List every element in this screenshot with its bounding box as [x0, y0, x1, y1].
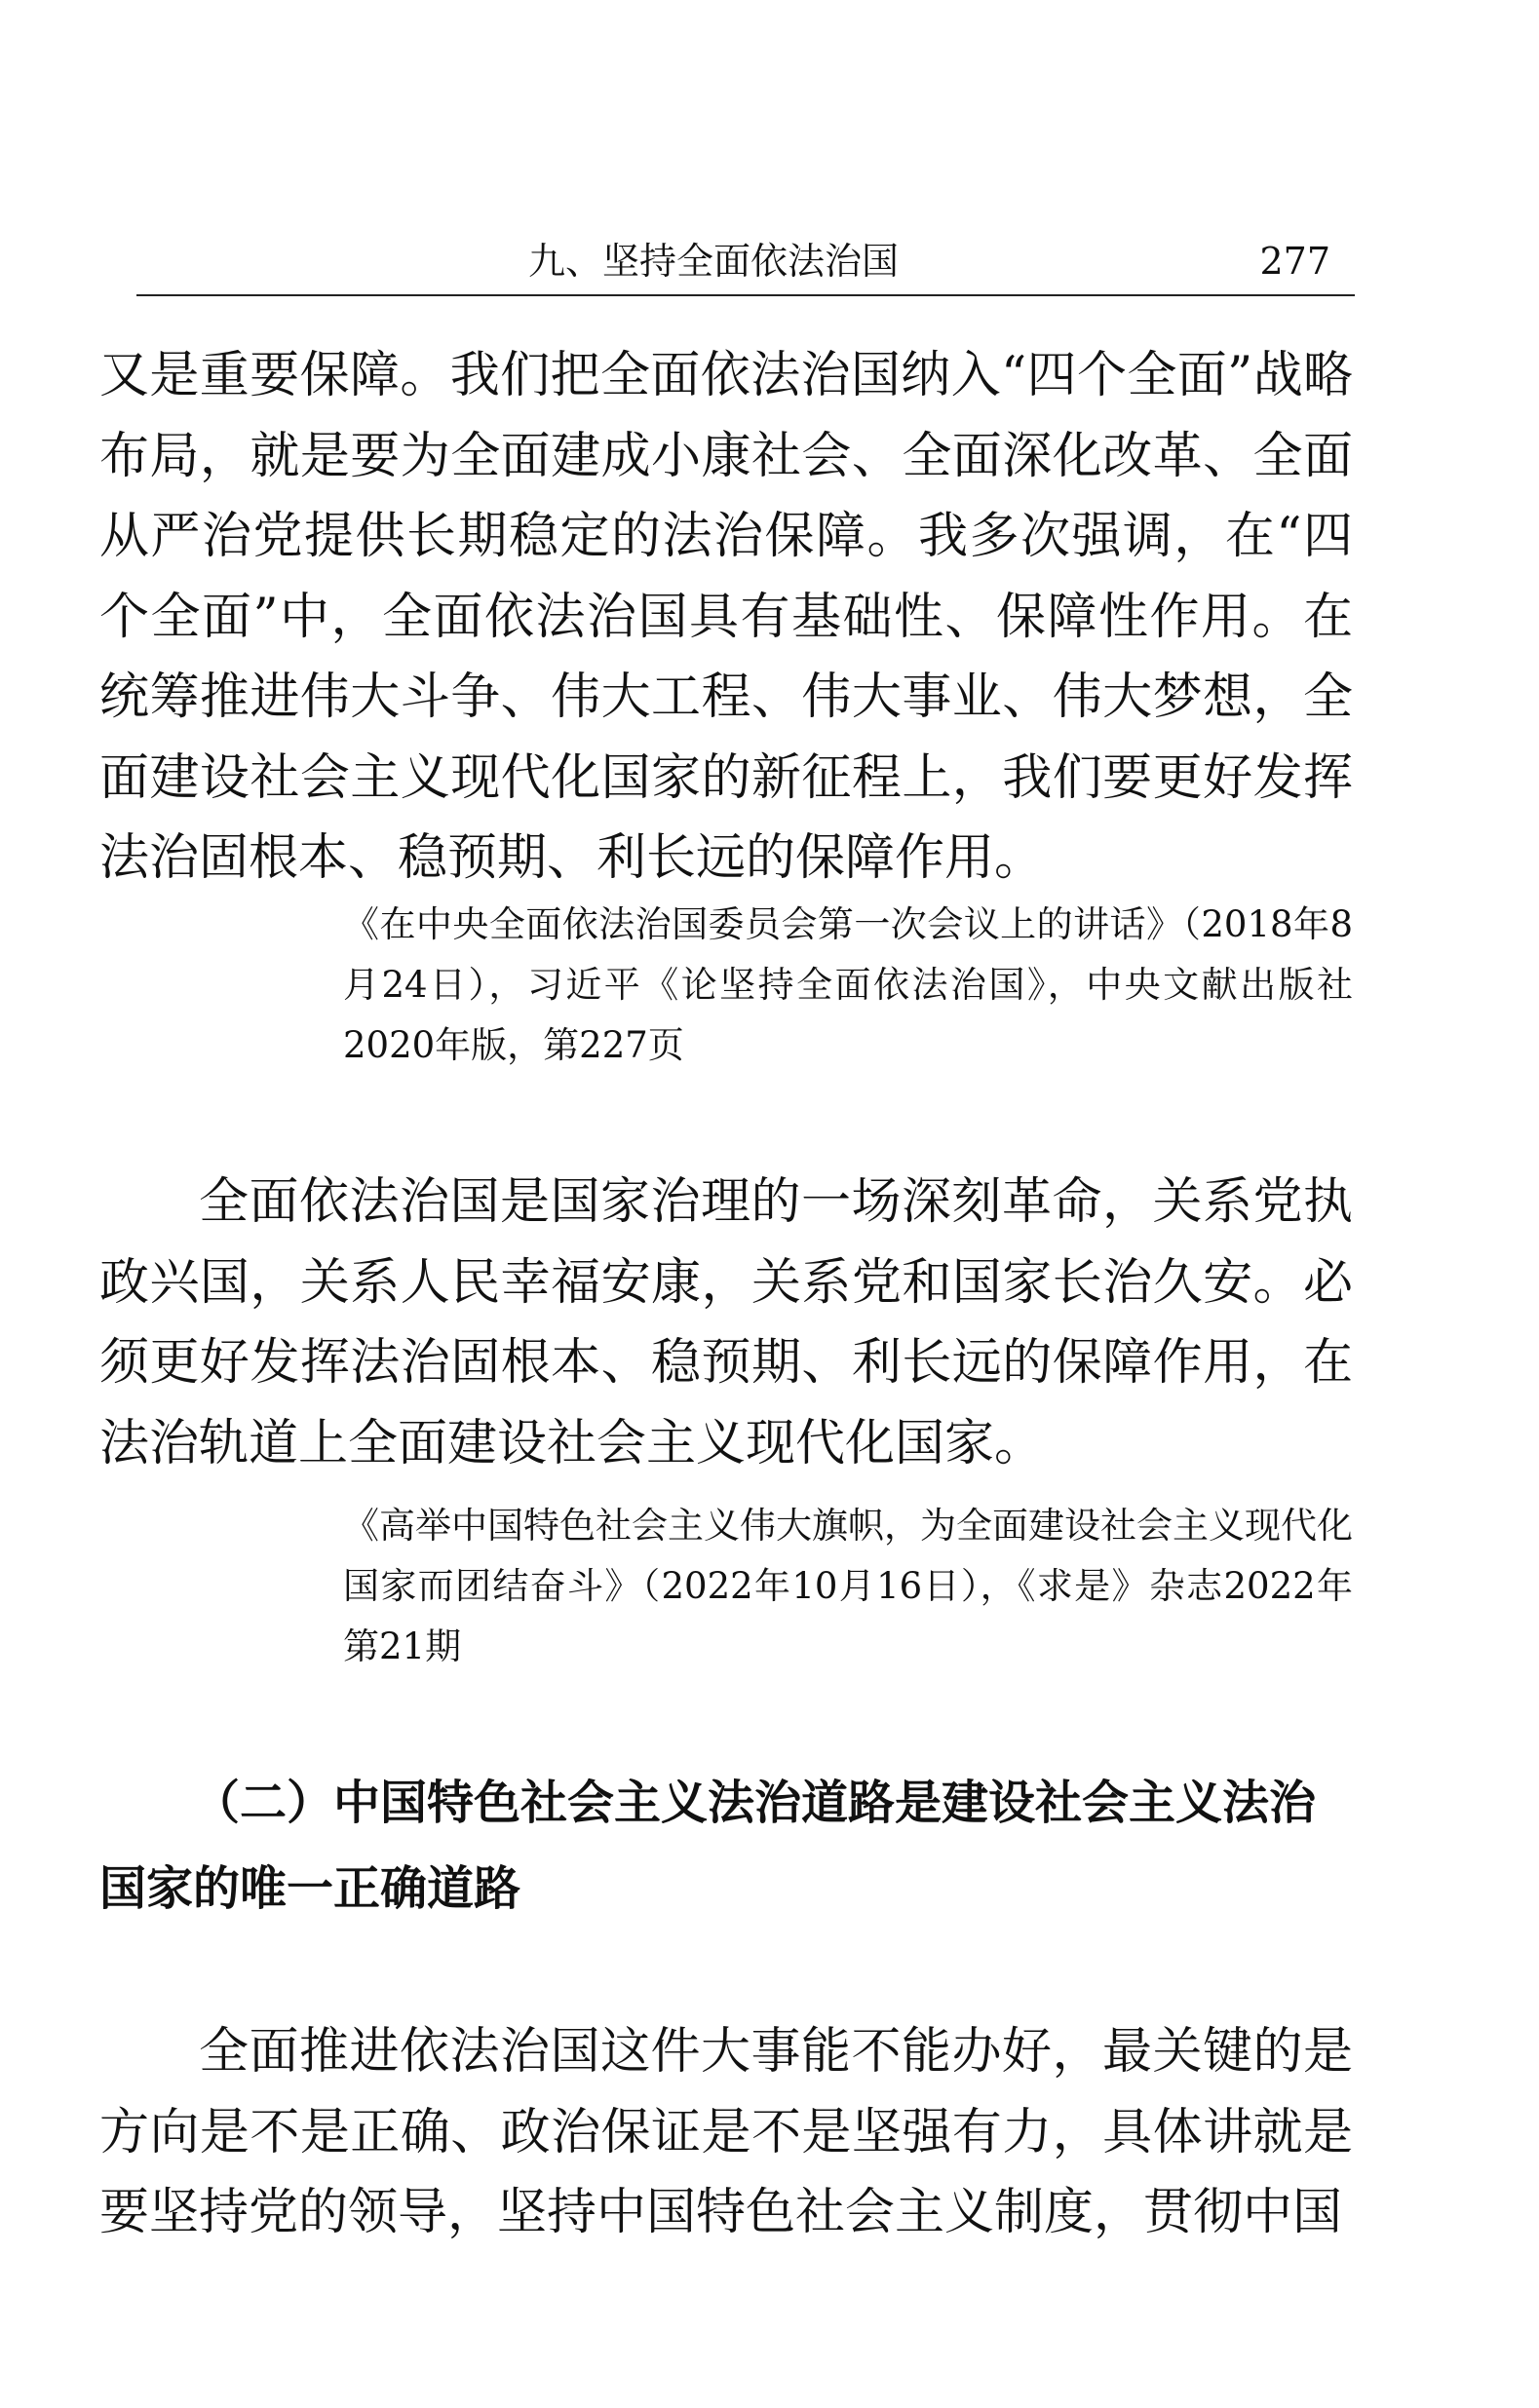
body-paragraph: 又是重要保障。我们把全面依法治国纳入“四个全面”战略布局，就是要为全面建成小康社会、全面深化改革、全面从严治党提供长期稳定的法治保障。我多次强调，在“四个全面”中，全面依法治国具有基础性、保障性作用。在统筹推进伟大斗争、伟大工程、伟大事业、伟大梦想，全面建设社会主义现代化国家的新征程上，我们要更好发挥法治固根本、稳预期、利长远的保障作用。	[99, 347, 1353, 887]
running-header	[136, 232, 1365, 290]
header-divider	[136, 294, 1355, 296]
body-paragraph: 全面依法治国是国家治理的一场深刻革命，关系党执政兴国，关系人民幸福安康，关系党和国家长治久安。必须更好发挥法治固根本、稳预期、利长远的保障作用，在法治轨道上全面建设社会主义现代化国家。	[99, 1173, 1353, 1472]
section-heading: （二）中国特色社会主义法治道路是建设社会主义法治国家的唯一正确道路	[99, 1776, 1317, 1916]
running-title: 九、坚持全面依法治国	[528, 240, 900, 283]
citation: 《在中央全面依法治国委员会第一次会议上的讲话》（2018年8月24日），习近平《论坚持全面依法治国》，中央文献出版社2020年版，第227页	[343, 903, 1353, 1066]
page-number: 277	[1259, 240, 1330, 283]
citation: 《高举中国特色社会主义伟大旗帜，为全面建设社会主义现代化国家而团结奋斗》（2022年10月16日），《求是》杂志2022年第21期	[343, 1505, 1353, 1667]
body-paragraph: 全面推进依法治国这件大事能不能办好，最关键的是方向是不是正确、政治保证是不是坚强有力，具体讲就是要坚持党的领导，坚持中国特色社会主义制度，贯彻中国	[99, 2023, 1353, 2241]
